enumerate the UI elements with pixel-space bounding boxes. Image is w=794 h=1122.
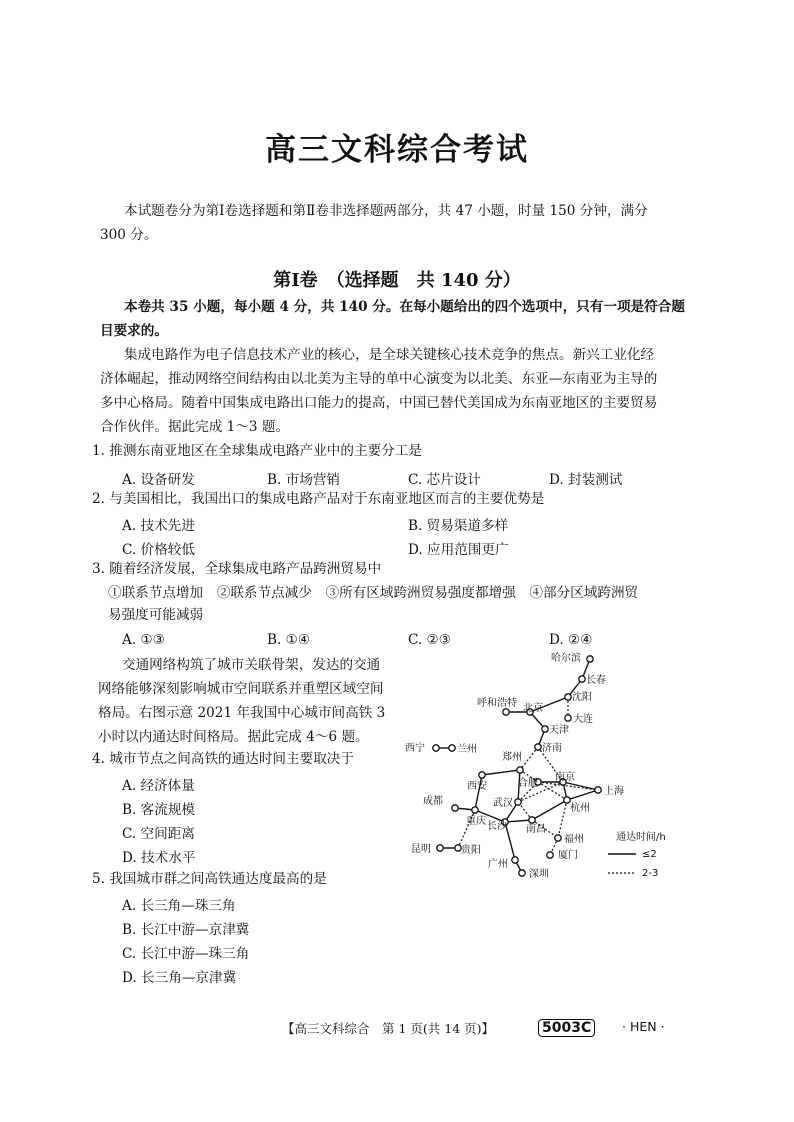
q4-option-b: B. 客流规模 <box>122 802 196 818</box>
label-chongqing: 重庆 <box>466 816 486 827</box>
q5-option-c: C. 长江中游—珠三角 <box>122 946 250 962</box>
q2-stem: 2. 与美国相比，我国出口的集成电路产品对于东南亚地区而言的主要优势是 <box>92 491 545 507</box>
node-xian <box>479 772 485 778</box>
q1-option-a: A. 设备研发 <box>122 472 195 488</box>
q5-option-a: A. 长三角—珠三角 <box>122 898 236 914</box>
passage2-line-1: 交通网络构筑了城市关联骨架，发达的交通 <box>122 657 381 673</box>
node-jinan <box>535 744 541 750</box>
label-changchun: 长春 <box>586 675 606 686</box>
q1-option-d: D. 封装测试 <box>549 472 623 488</box>
label-guiyang: 贵阳 <box>461 845 481 856</box>
q1-option-b: B. 市场营销 <box>267 472 341 488</box>
q5-option-b: B. 长江中游—京津冀 <box>122 922 250 938</box>
label-changsha: 长沙 <box>487 821 507 832</box>
q2-option-d: D. 应用范围更广 <box>408 542 509 558</box>
passage2-line-2: 网络能够深刻影响城市空间联系并重塑区域空间 <box>98 681 384 697</box>
label-dalian: 大连 <box>573 714 593 725</box>
node-harbin <box>587 656 593 662</box>
label-lanzhou: 兰州 <box>457 744 477 755</box>
q3-option-d: D. ②④ <box>549 632 593 648</box>
node-chongqing <box>472 807 478 813</box>
node-shanghai <box>595 787 601 793</box>
node-nanchang <box>529 817 535 823</box>
q4-option-c: C. 空间距离 <box>122 826 195 842</box>
intro-line-1: 本试题卷分为第Ⅰ卷选择题和第Ⅱ卷非选择题两部分，共 47 小题，时量 150 分钟，满分 <box>124 203 648 219</box>
passage1-line-1: 集成电路作为电子信息技术产业的核心，是全球关键核心技术竞争的焦点。新兴工业化经 <box>124 347 655 363</box>
node-dalian <box>565 715 571 721</box>
legend-dotted-label: 2-3 <box>642 868 659 879</box>
node-tianjin <box>542 726 548 732</box>
label-xining: 西宁 <box>405 743 425 754</box>
node-xining <box>433 745 439 751</box>
map-legend <box>608 830 666 879</box>
q3-option-a: A. ①③ <box>122 632 165 648</box>
q2-option-a: A. 技术先进 <box>122 518 195 534</box>
passage1-line-2: 济体崛起，推动网络空间结构由以北美为主导的单中心演变为以北美、东亚—东南亚为主导的 <box>100 371 658 387</box>
legend-solid-label: ≤2 <box>642 849 657 860</box>
footer-page-info: 【高三文科综合 第 1 页(共 14 页)】 <box>282 1021 495 1036</box>
node-zhengzhou <box>517 767 523 773</box>
label-beijing: 北京 <box>523 703 543 714</box>
label-guangzhou: 广州 <box>488 859 508 870</box>
q4-option-a: A. 经济体量 <box>122 778 195 794</box>
link-nanchang-hangzhou <box>532 800 567 820</box>
link-shanghai-hangzhou <box>567 790 598 800</box>
label-wuhan: 武汉 <box>493 798 513 809</box>
node-xiamen <box>547 852 553 858</box>
label-nanjing: 南京 <box>555 772 575 783</box>
label-tianjin: 天津 <box>549 725 569 736</box>
footer-tag: · HEN · <box>622 1019 665 1034</box>
q3-items-2: 易强度可能减弱 <box>108 607 204 623</box>
label-hohhot: 呼和浩特 <box>477 698 517 709</box>
section-instruction-1: 本卷共 35 小题，每小题 4 分，共 140 分。在每小题给出的四个选项中，只有一项是符合题 <box>124 299 685 315</box>
label-chengdu: 成都 <box>423 796 443 807</box>
node-hohhot <box>503 709 509 715</box>
paper-code-badge: 5003C <box>538 1019 595 1037</box>
passage2-line-4: 小时以内通达时间格局。据此完成 4～6 题。 <box>98 729 369 745</box>
node-shenyang <box>565 694 571 700</box>
q4-stem: 4. 城市节点之间高铁的通达时间主要取决于 <box>92 751 354 767</box>
label-xiamen: 厦门 <box>558 850 578 861</box>
q5-option-d: D. 长三角—京津冀 <box>122 970 237 986</box>
q2-option-b: B. 贸易渠道多样 <box>408 518 509 534</box>
node-kunming <box>437 845 443 851</box>
legend-title: 通达时间/h <box>616 832 666 843</box>
label-shenzhen: 深圳 <box>529 869 549 880</box>
passage1-line-4: 合作伙伴。据此完成 1～3 题。 <box>100 419 290 435</box>
label-shanghai: 上海 <box>604 786 624 797</box>
label-nanchang: 南昌 <box>526 824 546 835</box>
link-changsha-nanchang <box>505 820 532 822</box>
q5-stem: 5. 我国城市群之间高铁通达度最高的是 <box>92 871 327 887</box>
node-guangzhou <box>512 857 518 863</box>
label-hangzhou: 杭州 <box>570 803 590 814</box>
label-harbin: 哈尔滨 <box>551 653 581 664</box>
passage1-line-3: 多中心格局。随着中国集成电路出口能力的提高，中国已替代美国成为东南亚地区的主要贸易 <box>100 395 658 411</box>
q3-option-b: B. ①④ <box>267 632 311 648</box>
node-shenzhen <box>519 870 525 876</box>
intro-line-2: 300 分。 <box>100 227 158 243</box>
label-xian: 西安 <box>467 781 487 792</box>
link-nanjing-shanghai <box>563 782 598 790</box>
label-hefei: 合肥 <box>518 778 538 789</box>
section-heading: 第Ⅰ卷 （选择题 共 140 分） <box>273 270 521 291</box>
q2-option-c: C. 价格较低 <box>122 542 195 558</box>
link-jinan-zhengzhou <box>520 747 538 770</box>
page-title: 高三文科综合考试 <box>265 132 529 168</box>
label-kunming: 昆明 <box>411 844 431 855</box>
footer-paper-code <box>538 1017 595 1036</box>
node-lanzhou <box>449 745 455 751</box>
node-chengdu <box>452 805 458 811</box>
q4-option-d: D. 技术水平 <box>122 850 196 866</box>
node-fuzhou <box>555 835 561 841</box>
link-hangzhou-fuzhou <box>558 800 567 838</box>
node-changchun <box>579 676 585 682</box>
section-instruction-2: 目要求的。 <box>100 323 168 339</box>
label-shenyang: 沈阳 <box>572 692 592 703</box>
label-jinan: 济南 <box>542 743 562 754</box>
label-fuzhou: 福州 <box>564 834 584 845</box>
label-zhengzhou: 郑州 <box>502 752 522 763</box>
node-wuhan <box>515 799 521 805</box>
passage2-line-3: 格局。右图示意 2021 年我国中心城市间高铁 3 <box>98 705 386 721</box>
q3-items-1: ①联系节点增加 ②联系节点减少 ③所有区域跨洲贸易强度都增强 ④部分区域跨洲贸 <box>108 585 639 601</box>
q1-option-c: C. 芯片设计 <box>408 472 481 488</box>
q1-stem: 1. 推测东南亚地区在全球集成电路产业中的主要分工是 <box>92 443 422 459</box>
q3-option-c: C. ②③ <box>408 632 451 648</box>
q3-stem: 3. 随着经济发展，全球集成电路产品跨洲贸易中 <box>92 561 382 577</box>
link-zhengzhou-xian <box>482 770 520 775</box>
